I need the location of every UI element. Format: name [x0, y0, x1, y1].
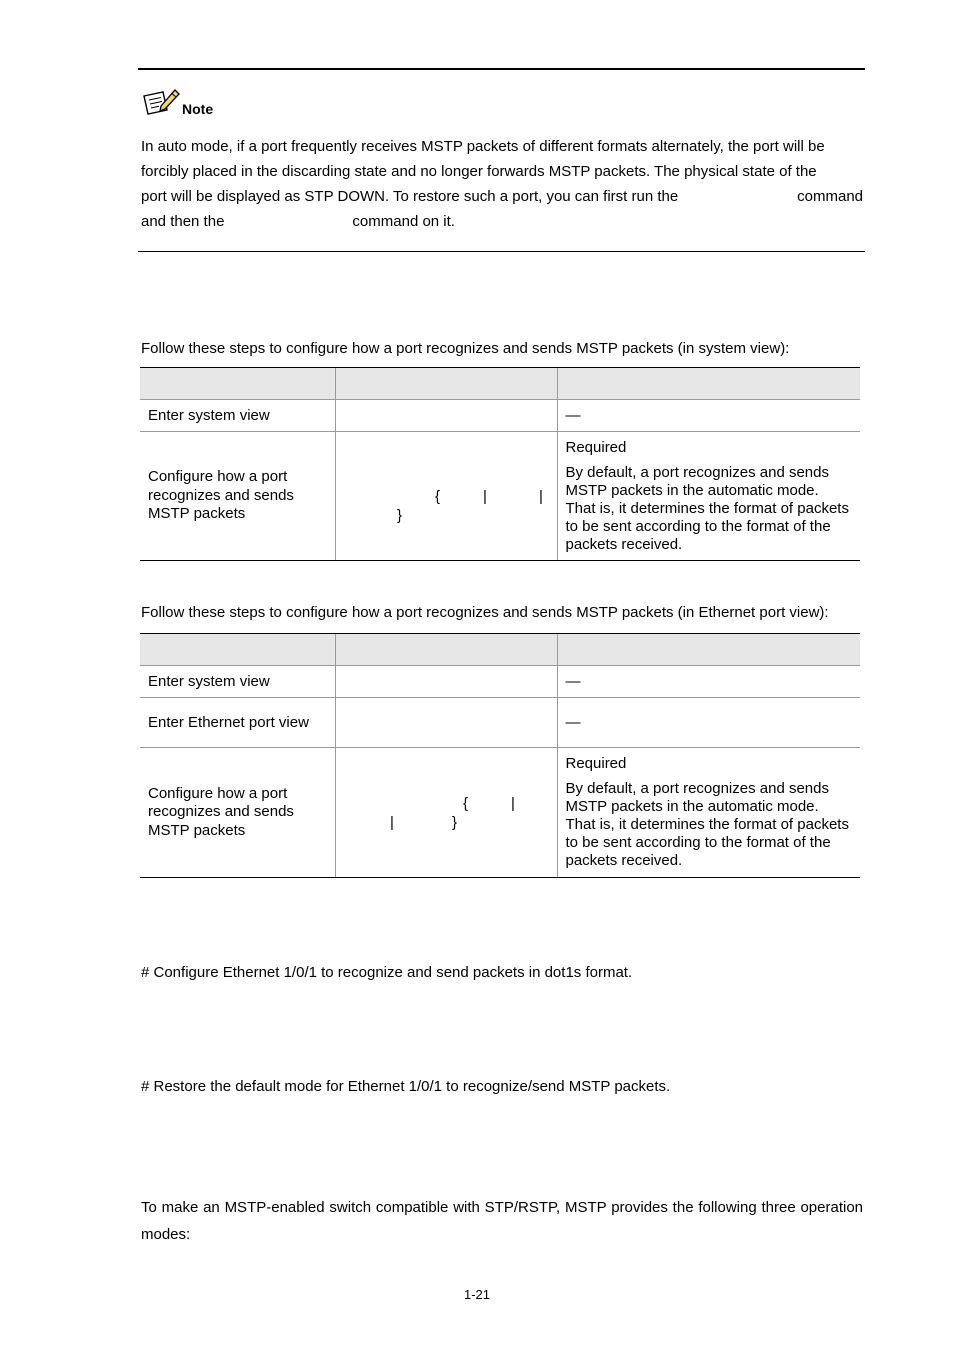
syntax-pipe: | — [390, 814, 394, 831]
command-cell — [335, 748, 557, 878]
section2-intro: Follow these steps to configure how a port recognizes and sends MSTP packets (in Ethernet port view): — [141, 604, 829, 621]
operation-cell: Configure how a port recognizes and sends MSTP packets — [140, 748, 335, 878]
top-rule — [138, 68, 865, 70]
note-line-1: In auto mode, if a port frequently receives MSTP packets of different formats alternately, the port will be — [141, 138, 825, 155]
closing-paragraph — [141, 1194, 863, 1248]
table-row — [140, 432, 860, 561]
note-pencil-icon — [141, 86, 181, 116]
syntax-brace-close: } — [452, 814, 458, 831]
syntax-brace-open: { — [435, 488, 441, 505]
header-cell — [140, 634, 335, 666]
section1-steps-table — [140, 367, 860, 561]
note-line-4-tail: command on it. — [352, 213, 455, 230]
remarks-cell — [557, 432, 860, 561]
operation-cell: Configure how a port recognizes and sends MSTP packets — [140, 432, 335, 561]
table-row — [140, 400, 860, 432]
table-row — [140, 698, 860, 748]
section2-steps-table — [140, 633, 860, 878]
remarks-required: Required — [565, 755, 627, 772]
command-cell — [335, 666, 557, 698]
remarks-cell: — — [557, 698, 860, 748]
syntax-pipe: | — [539, 488, 543, 505]
remarks-required: Required — [565, 438, 627, 456]
note-bottom-rule — [138, 251, 865, 252]
header-cell — [335, 634, 557, 666]
command-cell — [335, 432, 557, 561]
note-line-3-tail: command — [797, 188, 863, 205]
operation-cell: Enter system view — [140, 400, 335, 432]
operation-cell: Enter system view — [140, 666, 335, 698]
operation-cell: Enter Ethernet port view — [140, 698, 335, 748]
table-header-row — [140, 368, 860, 400]
syntax-brace-close: } — [397, 507, 403, 524]
section1-intro: Follow these steps to configure how a port recognizes and sends MSTP packets (in system view): — [141, 340, 790, 357]
remarks-cell: — — [557, 400, 860, 432]
table-row — [140, 748, 860, 878]
remarks-cell: — — [557, 666, 860, 698]
header-cell — [140, 368, 335, 400]
note-title: Note — [182, 101, 214, 117]
note-line-2: forcibly placed in the discarding state and no longer forwards MSTP packets. The physical state of the — [141, 163, 817, 180]
table-row — [140, 666, 860, 698]
command-cell — [335, 698, 557, 748]
note-body — [141, 134, 863, 234]
example-1-text: # Configure Ethernet 1/0/1 to recognize and send packets in dot1s format. — [141, 964, 633, 981]
remarks-cell — [557, 748, 860, 878]
closing-text: To make an MSTP-enabled switch compatible with STP/RSTP, MSTP provides the following three operation modes: — [141, 1199, 863, 1243]
header-cell — [557, 368, 860, 400]
remarks-default: By default, a port recognizes and sends MSTP packets in the automatic mode. That is, it determines the format of packets to be sent according to the format of the packets received. — [565, 463, 849, 553]
note-line-4-text: and then the — [141, 213, 225, 230]
example-2-text: # Restore the default mode for Ethernet 1/0/1 to recognize/send MSTP packets. — [141, 1078, 671, 1095]
remarks-default: By default, a port recognizes and sends MSTP packets in the automatic mode. That is, it determines the format of packets to be sent according to the format of the packets received. — [565, 780, 849, 869]
syntax-pipe: | — [483, 488, 487, 505]
header-cell — [557, 634, 860, 666]
command-cell — [335, 400, 557, 432]
syntax-brace-open: { — [463, 795, 469, 812]
note-line-3-text: port will be displayed as STP DOWN. To restore such a port, you can first run the — [141, 188, 679, 205]
syntax-pipe: | — [511, 795, 515, 812]
table-header-row — [140, 634, 860, 666]
header-cell — [335, 368, 557, 400]
page-number: 1-21 — [463, 1287, 491, 1302]
note-line-4 — [141, 209, 863, 234]
note-line-3 — [141, 184, 863, 209]
